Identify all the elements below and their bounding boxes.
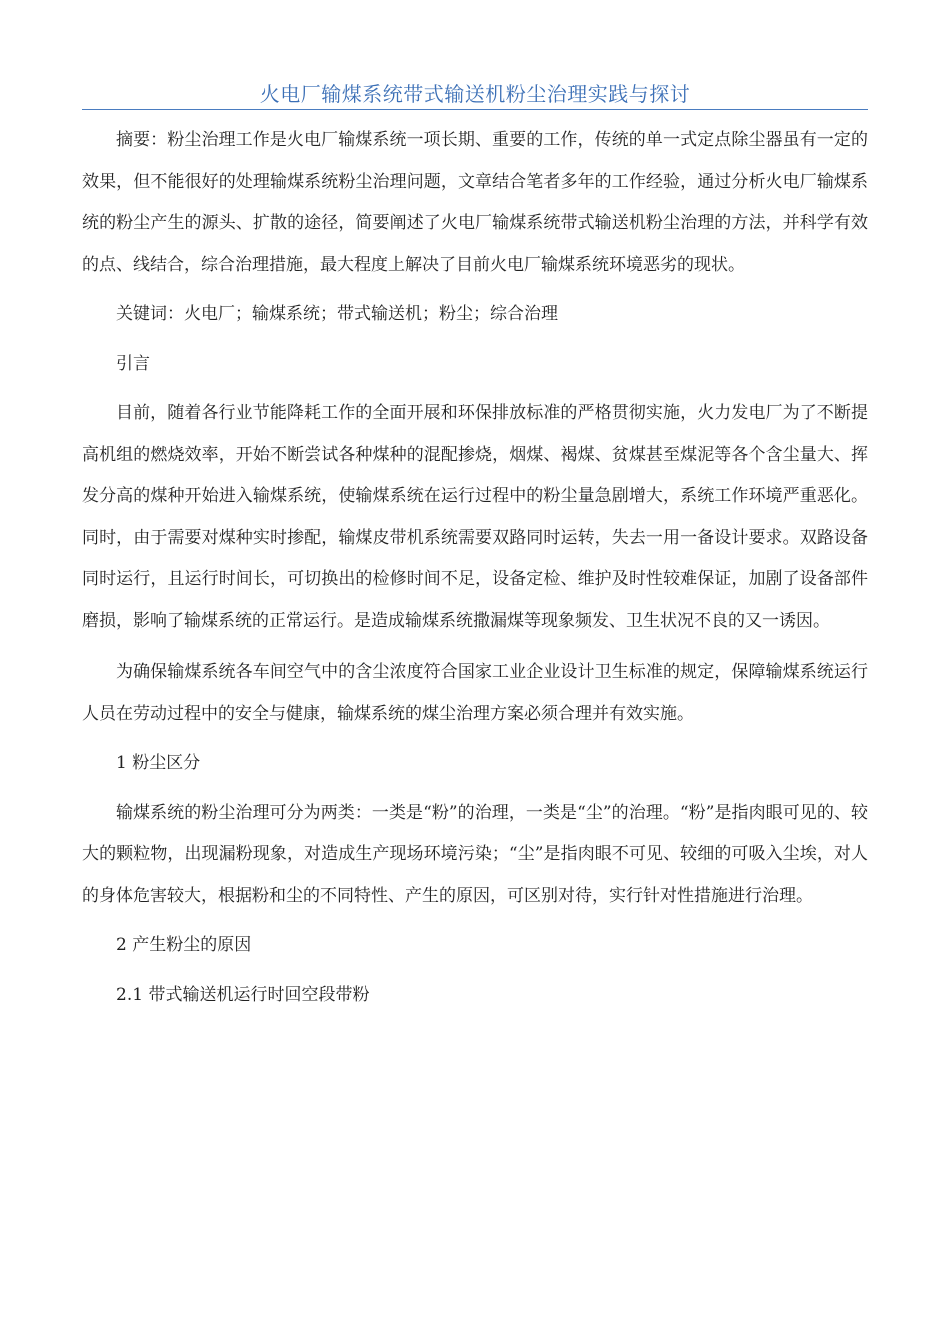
section-heading-intro: 引言 — [116, 353, 150, 374]
section-heading-2: 2 产生粉尘的原因 — [116, 935, 252, 955]
keywords-paragraph: 关键词：火电厂；输煤系统；带式输送机；粉尘；综合治理 — [116, 304, 558, 324]
title-divider — [82, 109, 868, 110]
document-title: 火电厂输煤系统带式输送机粉尘治理实践与探讨 — [259, 82, 691, 106]
abstract-paragraph: 摘要：粉尘治理工作是火电厂输煤系统一项长期、重要的工作，传统的单一式定点除尘器虽有一定的效果，但不能很好的处理输煤系统粉尘治理问题，文章结合笔者多年的工作经验，通过分析火电厂输煤系统的粉尘产生的源头、扩散的途径，简要阐述了火电厂输煤系统带式输送机粉尘治理的方法，并科学有效的点、线结合，综合治理措施，最大程度上解决了目前火电厂输煤系统环境恶劣的现状。 — [82, 130, 868, 275]
intro-paragraph-1: 目前，随着各行业节能降耗工作的全面开展和环保排放标准的严格贯彻实施，火力发电厂为了不断提高机组的燃烧效率，开始不断尝试各种煤种的混配掺烧，烟煤、褐煤、贫煤甚至煤泥等各个含尘量大、挥发分高的煤种开始进入输煤系统，使输煤系统在运行过程中的粉尘量急剧增大，系统工作环境严重恶化。同时，由于需要对煤种实时掺配，输煤皮带机系统需要双路同时运转，失去一用一备设计要求。双路设备同时运行，且运行时间长，可切换出的检修时间不足，设备定检、维护及时性较难保证，加剧了设备部件磨损，影响了输煤系统的正常运行。是造成输煤系统撒漏煤等现象频发、卫生状况不良的又一诱因。 — [82, 403, 868, 631]
section-1-paragraph: 输煤系统的粉尘治理可分为两类：一类是“粉”的治理，一类是“尘”的治理。“粉”是指肉眼可见的、较大的颗粒物，出现漏粉现象，对造成生产现场环境污染；“尘”是指肉眼不可见、较细的可吸入尘埃，对人的身体危害较大，根据粉和尘的不同特性、产生的原因，可区别对待，实行针对性措施进行治理。 — [82, 802, 868, 906]
subsection-heading-2-1: 2.1 带式输送机运行时回空段带粉 — [116, 984, 370, 1005]
section-heading-1: 1 粉尘区分 — [116, 753, 201, 773]
document-body — [82, 120, 868, 1024]
intro-paragraph-2: 为确保输煤系统各车间空气中的含尘浓度符合国家工业企业设计卫生标准的规定，保障输煤系统运行人员在劳动过程中的安全与健康，输煤系统的煤尘治理方案必须合理并有效实施。 — [82, 662, 868, 724]
